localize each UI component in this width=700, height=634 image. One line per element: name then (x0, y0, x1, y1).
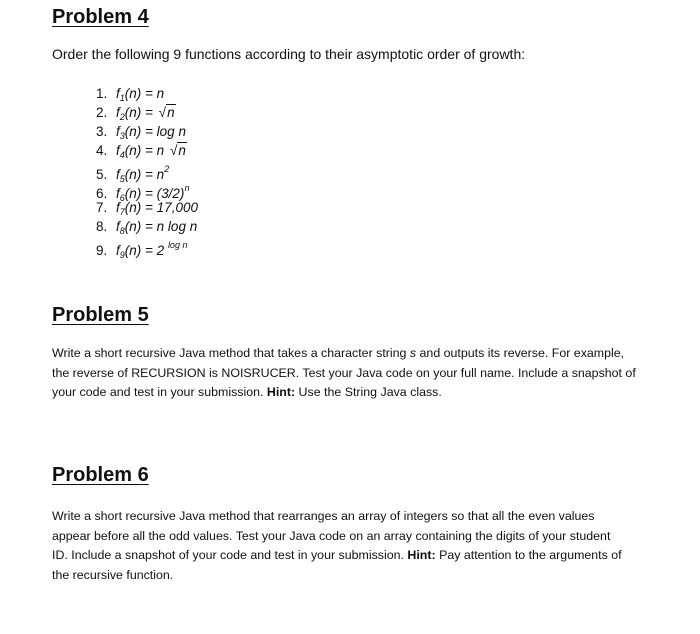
func-expr: log n (156, 124, 186, 139)
text-line: appear before all the odd values. Test your Java code on an array containing the digits of your student (52, 528, 611, 543)
func-lhs: (n) = (124, 167, 157, 182)
func-lhs: (n) = (124, 124, 157, 139)
func-lhs: (n) = (124, 200, 157, 215)
text-fragment: and outputs its reverse. For example, (416, 346, 625, 360)
func-name: f (116, 243, 120, 258)
func-subscript: 5 (119, 174, 125, 184)
problem-4-title: Problem 4 (52, 6, 149, 28)
problem-5-title: Problem 5 (52, 304, 149, 326)
func-expr: n log n (156, 219, 198, 234)
func-name: f (116, 143, 120, 158)
item-number: 3. (96, 124, 108, 139)
text-fragment: Pay attention to the arguments of (435, 548, 622, 562)
func-subscript: 6 (119, 193, 125, 203)
problem-6-text (52, 507, 652, 585)
text-line: Write a short recursive Java method that rearranges an array of integers so that all the even values (52, 509, 595, 523)
sqrt-argument: n (167, 105, 175, 120)
text-line: the recursive function. (52, 567, 174, 582)
func-subscript: 8 (119, 226, 125, 236)
func-base: (3/2) (156, 186, 185, 201)
func-lhs: (n) = (124, 186, 157, 201)
func-name: f (116, 124, 120, 139)
text-line (52, 546, 652, 566)
sqrt-symbol: √ (169, 143, 178, 158)
func-lhs: (n) = (124, 243, 157, 258)
function-item (96, 103, 198, 122)
hint-label: Hint: (407, 548, 436, 562)
func-base: n (156, 167, 165, 182)
item-number: 2. (96, 105, 108, 120)
sqrt-symbol: √ (158, 105, 167, 120)
func-subscript: 4 (119, 150, 125, 160)
text-fragment: Write a short recursive Java method that takes a character string (52, 346, 410, 360)
func-name: f (116, 186, 120, 201)
problem-5-text (52, 344, 652, 403)
text-fragment: ID. Include a snapshot of your code and test in your submission. (52, 548, 408, 562)
function-item (96, 217, 198, 236)
item-number: 9. (96, 243, 108, 258)
func-subscript: 7 (119, 207, 125, 217)
func-subscript: 9 (119, 250, 125, 260)
function-item (96, 84, 198, 103)
item-number: 6. (96, 186, 108, 201)
func-expr: n (156, 86, 165, 101)
text-line (52, 383, 652, 403)
func-subscript: 2 (119, 112, 125, 122)
item-number: 4. (96, 143, 108, 158)
func-name: f (116, 219, 120, 234)
item-number: 8. (96, 219, 108, 234)
hint-label: Hint: (266, 385, 296, 399)
func-base: 2 (156, 243, 168, 258)
function-item (96, 179, 198, 203)
func-superscript: 2 (164, 164, 170, 174)
item-number: 7. (96, 200, 108, 215)
item-number: 5. (96, 167, 108, 182)
function-item (96, 198, 198, 217)
func-lhs: (n) = (124, 86, 157, 101)
text-fragment: your code and test in your submission. (52, 385, 267, 399)
func-name: f (116, 86, 120, 101)
func-lhs: (n) = (124, 105, 157, 120)
item-number: 1. (96, 86, 108, 101)
variable-s: s (409, 346, 417, 360)
text-fragment: Use the String Java class. (295, 385, 442, 399)
func-superscript: n (184, 183, 190, 193)
function-list (96, 84, 198, 260)
function-item (96, 236, 198, 260)
func-superscript: log n (167, 240, 188, 250)
func-lhs: (n) = (124, 219, 157, 234)
func-expr: 17,000 (156, 200, 198, 215)
text-line (52, 344, 652, 364)
function-item (96, 141, 198, 160)
func-name: f (116, 105, 120, 120)
func-subscript: 3 (119, 131, 125, 141)
func-name: f (116, 167, 120, 182)
function-item (96, 122, 198, 141)
func-lhs: (n) = (124, 143, 157, 158)
func-prefix: n (156, 143, 168, 158)
func-subscript: 1 (119, 93, 125, 103)
sqrt-argument: n (178, 143, 186, 158)
function-item (96, 160, 198, 184)
text-line: the reverse of RECURSION is NOISRUCER. Test your Java code on your full name. Include a snapshot of (52, 365, 636, 380)
problem-4-intro: Order the following 9 functions according to their asymptotic order of growth: (52, 46, 526, 62)
problem-6-title: Problem 6 (52, 464, 149, 486)
func-name: f (116, 200, 120, 215)
